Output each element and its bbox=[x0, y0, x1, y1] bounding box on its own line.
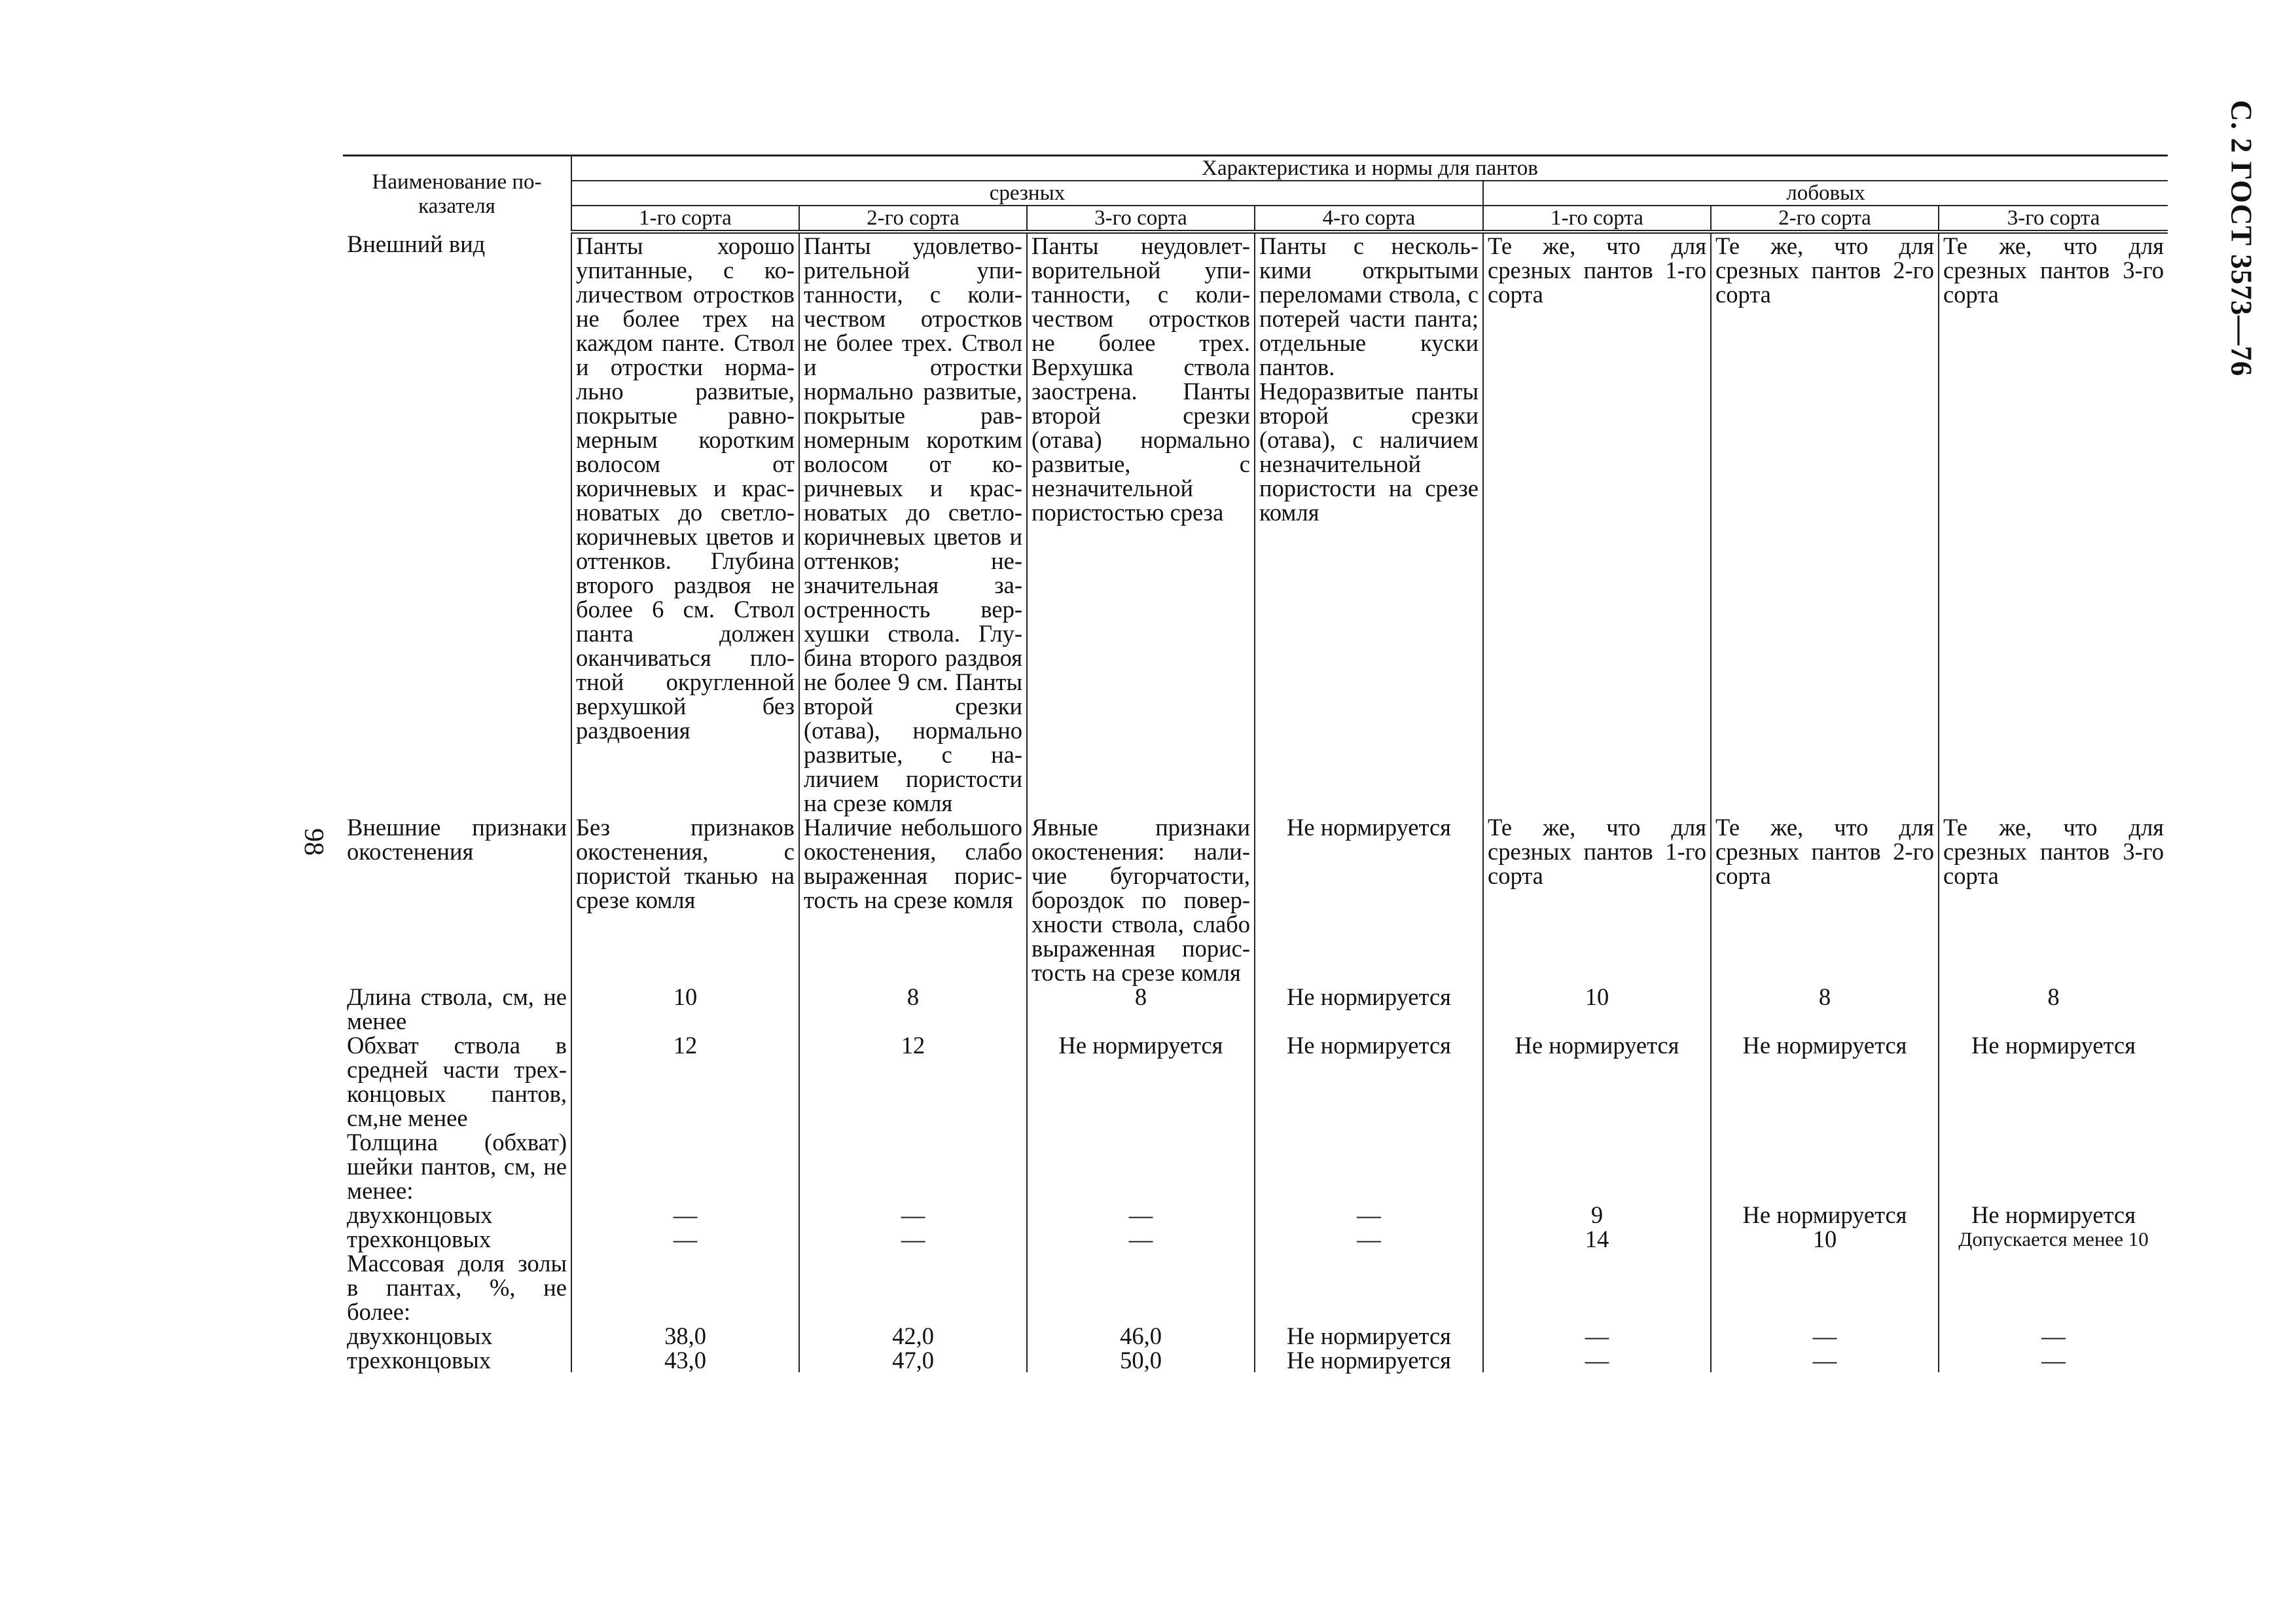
row-ash-two-point bbox=[343, 1324, 2168, 1348]
cell-ash-three-front-2: — bbox=[1711, 1348, 1939, 1372]
cell-neck-two-front-1: 9 bbox=[1483, 1203, 1711, 1227]
row-label-length: Длина ствола, см, не менее bbox=[343, 985, 571, 1033]
cell-appearance-cut-1: Панты хорошо упитанные, с количеством отростков не более трех на каждом панте. Ствол и отростки нормально развитые, покрытые равномерным коротким волосом от коричневых и красноватых до светло-коричневых цветов и оттенков. Глубина второго раздвоя не более 6 см. Ствол панта должен оканчиваться плотной округленной верхушкой без раздвоения bbox=[571, 232, 799, 815]
cell-girth-front-1: Не нормируется bbox=[1483, 1033, 1711, 1130]
row-label-neck: Толщина (обхват) шейки пантов, см, не менее: bbox=[343, 1130, 571, 1203]
row-ossification bbox=[343, 815, 2168, 985]
cell-neck-two-cut-1: — bbox=[571, 1203, 799, 1227]
row-label-appearance: Внешний вид bbox=[343, 232, 571, 815]
cell-ash-two-cut-1: 38,0 bbox=[571, 1324, 799, 1348]
cell-ash-two-cut-2: 42,0 bbox=[799, 1324, 1027, 1348]
cell-ash-two-cut-3: 46,0 bbox=[1027, 1324, 1255, 1348]
cell-appearance-front-1: Те же, что для срезных пантов 1-го сорта bbox=[1483, 232, 1711, 815]
cell-girth-cut-3: Не нормируется bbox=[1027, 1033, 1255, 1130]
running-head: С. 2 ГОСТ 3573—76 bbox=[2225, 100, 2258, 377]
cell-ossification-cut-3: Явные признаки окостенения: наличие бугорчатости, бороздок по поверхности ствола, слабо выраженная пористость на срезе комля bbox=[1027, 815, 1255, 985]
specification-table bbox=[343, 155, 2168, 1372]
cell-girth-cut-4: Не нормируется bbox=[1255, 1033, 1483, 1130]
row-label-neck-two: двухконцовых bbox=[343, 1203, 571, 1227]
cell-length-cut-1: 10 bbox=[571, 985, 799, 1033]
cell-appearance-cut-4: Панты с несколькими открытыми переломами ствола, с потерей части панта; отдельные куски пантов. Недоразвитые панты второй срезки (отава), с наличием незначительной пористости на срезе комля bbox=[1255, 232, 1483, 815]
cell-neck-three-cut-4: — bbox=[1255, 1227, 1483, 1251]
cell-neck-three-cut-2: — bbox=[799, 1227, 1027, 1251]
cell-ash-two-front-3: — bbox=[1939, 1324, 2168, 1348]
cell-neck-three-cut-1: — bbox=[571, 1227, 799, 1251]
header-grade-front-1: 1-го сорта bbox=[1483, 206, 1711, 232]
cell-length-cut-2: 8 bbox=[799, 985, 1027, 1033]
row-neck-three-point bbox=[343, 1227, 2168, 1251]
cell-appearance-cut-2: Панты удовлетворительной упитанности, с количеством отростков не более трех. Ствол и отростки нормально развитые, покрытые равномерным коротким волосом от коричневых и красноватых до светло-коричневых цветов и оттенков; незначительная заостренность верхушки ствола. Глубина второго раздвоя не более 9 см. Панты второй срезки (отава), нормально развитые, с наличием пористости на срезе комля bbox=[799, 232, 1027, 815]
row-label-girth: Обхват ствола в средней части трехконцовых пантов, см,не менее bbox=[343, 1033, 571, 1130]
row-label-ash-three: трехконцовых bbox=[343, 1348, 571, 1372]
cell-ash-two-front-2: — bbox=[1711, 1324, 1939, 1348]
row-ash-three-point bbox=[343, 1348, 2168, 1372]
header-group-front: лобовых bbox=[1483, 181, 2168, 206]
cell-length-front-1: 10 bbox=[1483, 985, 1711, 1033]
row-girth bbox=[343, 1033, 2168, 1130]
header-name-column: Наименование показателя bbox=[343, 156, 571, 232]
row-label-ash: Массовая доля золы в пантах, %, не более: bbox=[343, 1251, 571, 1324]
header-grade-cut-3: 3-го сорта bbox=[1027, 206, 1255, 232]
header-grade-front-2: 2-го сорта bbox=[1711, 206, 1939, 232]
cell-ossification-cut-4: Не нормируется bbox=[1255, 815, 1483, 985]
cell-ash-three-cut-4: Не нормируется bbox=[1255, 1348, 1483, 1372]
cell-length-cut-4: Не нормируется bbox=[1255, 985, 1483, 1033]
cell-ossification-cut-2: Наличие небольшого окостенения, слабо выраженная пористость на срезе комля bbox=[799, 815, 1027, 985]
cell-length-front-3: 8 bbox=[1939, 985, 2168, 1033]
header-grade-cut-2: 2-го сорта bbox=[799, 206, 1027, 232]
cell-neck-three-front-2: 10 bbox=[1711, 1227, 1939, 1251]
row-ash-heading bbox=[343, 1251, 2168, 1324]
cell-neck-three-cut-3: — bbox=[1027, 1227, 1255, 1251]
cell-appearance-cut-3: Панты неудовлетворительной упитанности, с количеством отростков не более трех. Верхушка ствола заострена. Панты второй срезки (отава) нормально развитые, с незначительной пористостью среза bbox=[1027, 232, 1255, 815]
cell-ash-two-cut-4: Не нормируется bbox=[1255, 1324, 1483, 1348]
row-neck-heading bbox=[343, 1130, 2168, 1203]
cell-ossification-front-1: Те же, что для срезных пантов 1-го сорта bbox=[1483, 815, 1711, 985]
row-appearance bbox=[343, 232, 2168, 815]
cell-neck-two-cut-3: — bbox=[1027, 1203, 1255, 1227]
cell-neck-two-front-2: Не нормируется bbox=[1711, 1203, 1939, 1227]
cell-length-cut-3: 8 bbox=[1027, 985, 1255, 1033]
cell-ash-three-cut-2: 47,0 bbox=[799, 1348, 1027, 1372]
cell-neck-two-front-3: Не нормируется bbox=[1939, 1203, 2168, 1227]
cell-ash-three-front-1: — bbox=[1483, 1348, 1711, 1372]
cell-neck-two-cut-2: — bbox=[799, 1203, 1027, 1227]
cell-ash-three-cut-1: 43,0 bbox=[571, 1348, 799, 1372]
page-number: 98 bbox=[298, 828, 329, 856]
cell-ossification-cut-1: Без признаков окостенения, с пористой тканью на срезе комля bbox=[571, 815, 799, 985]
header-grade-cut-1: 1-го сорта bbox=[571, 206, 799, 232]
row-length bbox=[343, 985, 2168, 1033]
cell-ash-three-front-3: — bbox=[1939, 1348, 2168, 1372]
cell-neck-two-cut-4: — bbox=[1255, 1203, 1483, 1227]
cell-girth-cut-2: 12 bbox=[799, 1033, 1027, 1130]
row-label-neck-three: трехконцовых bbox=[343, 1227, 571, 1251]
cell-ossification-front-3: Те же, что для срезных пантов 3-го сорта bbox=[1939, 815, 2168, 985]
header-grade-front-3: 3-го сорта bbox=[1939, 206, 2168, 232]
cell-neck-three-front-1: 14 bbox=[1483, 1227, 1711, 1251]
cell-girth-front-3: Не нормируется bbox=[1939, 1033, 2168, 1130]
cell-ash-two-front-1: — bbox=[1483, 1324, 1711, 1348]
cell-girth-front-2: Не нормируется bbox=[1711, 1033, 1939, 1130]
row-label-ossification: Внешние признаки окостенения bbox=[343, 815, 571, 985]
cell-ash-three-cut-3: 50,0 bbox=[1027, 1348, 1255, 1372]
cell-girth-cut-1: 12 bbox=[571, 1033, 799, 1130]
row-neck-two-point bbox=[343, 1203, 2168, 1227]
cell-appearance-front-3: Те же, что для срезных пантов 3-го сорта bbox=[1939, 232, 2168, 815]
header-group-cut: срезных bbox=[571, 181, 1483, 206]
header-characteristic: Характеристика и нормы для пантов bbox=[571, 156, 2168, 181]
header-grade-cut-4: 4-го сорта bbox=[1255, 206, 1483, 232]
row-label-ash-two: двухконцовых bbox=[343, 1324, 571, 1348]
cell-ossification-front-2: Те же, что для срезных пантов 2-го сорта bbox=[1711, 815, 1939, 985]
cell-neck-three-front-3: Допускается менее 10 bbox=[1939, 1227, 2168, 1251]
cell-appearance-front-2: Те же, что для срезных пантов 2-го сорта bbox=[1711, 232, 1939, 815]
cell-length-front-2: 8 bbox=[1711, 985, 1939, 1033]
